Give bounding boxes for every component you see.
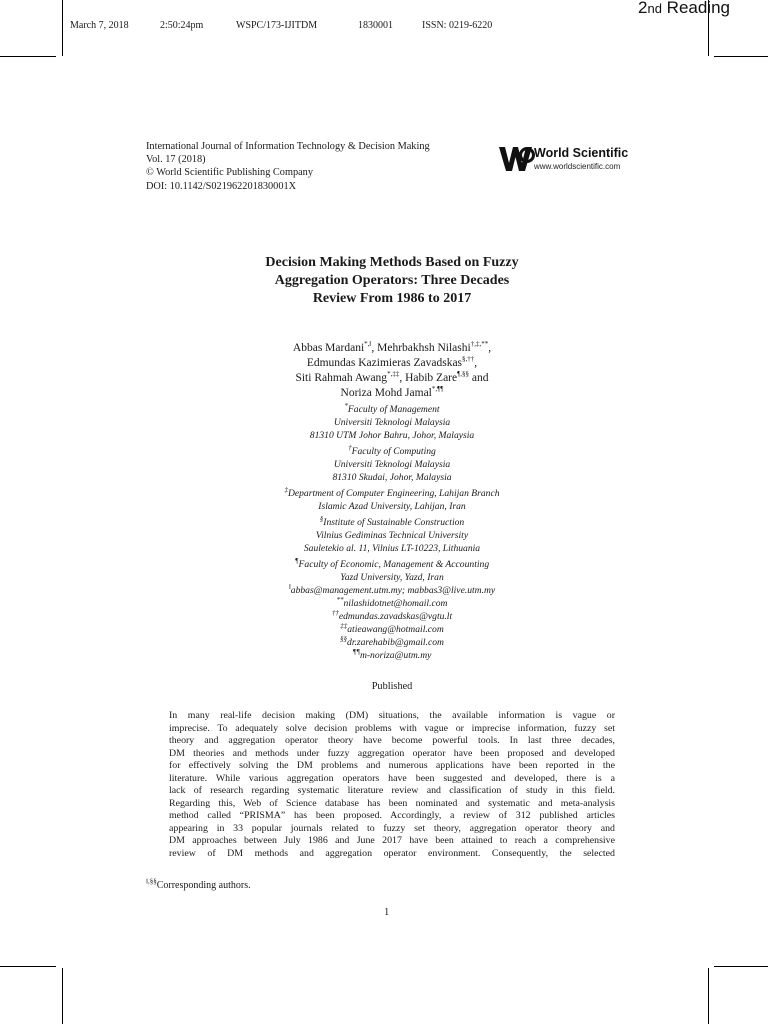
footnote-mark: ‖,§§ — [146, 877, 157, 886]
email-address[interactable]: abbas@management.utm.my; mabbas3@live.utm.my — [290, 585, 496, 596]
author-name: Noriza Mohd Jamal — [340, 387, 432, 399]
author-line — [168, 386, 616, 401]
abstract-line: Regarding this, Web of Science database has been nominated and systematic and meta-analysis — [169, 797, 615, 809]
affiliation-line: Sauletekio al. 11, Vilnius LT-10223, Lithuania — [303, 543, 481, 554]
affiliation-list — [168, 403, 616, 662]
author-separator: , — [488, 342, 492, 354]
affiliation-mark: * — [344, 401, 348, 410]
email-mark: §§ — [340, 634, 348, 643]
crop-mark-bottom-right-h — [714, 966, 768, 967]
abstract-line: theory and aggregation operator theory have become powerful tools. In last three decades, — [169, 735, 615, 746]
affiliation-line: Faculty of Computing — [351, 446, 436, 457]
affiliation-line: Institute of Sustainable Construction — [323, 517, 465, 528]
abstract-line: appearing in 33 popular journals related to fuzzy set theory, aggregation operator theory and — [169, 822, 615, 834]
author-line — [168, 356, 616, 371]
author-list — [168, 341, 616, 401]
affiliation-line: Vilnius Gediminas Technical University — [315, 530, 469, 541]
email-address[interactable]: edmundas.zavadskas@vgtu.lt — [338, 611, 453, 622]
author-mark: §,†† — [462, 355, 475, 364]
email-mark: ¶¶ — [352, 647, 360, 656]
affiliation-line: Universiti Teknologi Malaysia — [333, 417, 451, 428]
author-separator: , — [474, 357, 478, 369]
reading-suffix: nd — [647, 1, 662, 16]
author-mark: ¶,§§ — [457, 370, 470, 379]
affiliation-mark: † — [348, 443, 352, 452]
abstract-line: review of DM methods and aggregation operator environment. Consequently, the selected — [169, 847, 615, 859]
journal-info — [146, 140, 430, 193]
affiliation-line: Faculty of Management — [347, 404, 440, 415]
logo-wordmark: World Scientific — [534, 146, 629, 160]
affiliation-line: Yazd University, Yazd, Iran — [340, 572, 444, 583]
journal-volume: Vol. 17 (2018) — [146, 154, 206, 166]
abstract-line: literature. While various aggregation operators have been suggested and developed, there is a — [169, 772, 615, 784]
crop-mark-top-left — [62, 0, 63, 56]
affiliation-mark: ‡ — [284, 485, 288, 494]
reading-stage — [638, 0, 730, 18]
page-number: 1 — [384, 907, 390, 918]
email-address[interactable]: dr.zarehabib@gmail.com — [347, 637, 444, 648]
journal-doi: DOI: 10.1142/S021962201830001X — [146, 180, 297, 192]
author-mark: *,¶¶ — [431, 385, 444, 394]
footnote — [146, 877, 251, 891]
author-separator: and — [469, 372, 489, 384]
author-name: , Habib Zare — [399, 372, 458, 384]
footnote-text: Corresponding authors. — [156, 880, 251, 891]
author-mark: †,‡,** — [470, 340, 489, 349]
abstract-line: lack of research regarding systematic literature review and classification of study in this field. — [169, 785, 615, 796]
title-line: Decision Making Methods Based on Fuzzy — [265, 255, 519, 270]
affiliation — [168, 516, 616, 555]
email-mark: ** — [336, 595, 344, 604]
author-name: , Mehrbakhsh Nilashi — [371, 342, 471, 354]
email-mark: †† — [331, 608, 339, 617]
published-label: Published — [371, 681, 413, 692]
email-list — [168, 584, 616, 662]
affiliation-line: 81310 Skudai, Johor, Malaysia — [332, 472, 452, 483]
reading-word: Reading — [661, 0, 730, 17]
journal-copyright: © World Scientific Publishing Company — [146, 167, 313, 179]
abstract-line: DM theories and methods under fuzzy aggregation operator have been proposed and developed — [169, 747, 615, 759]
email-mark: ‖ — [288, 582, 291, 591]
author-mark: *,‖ — [364, 340, 372, 349]
email-address[interactable]: atieawang@hotmail.com — [347, 624, 444, 635]
affiliation — [168, 445, 616, 484]
header-time: 2:50:24pm — [160, 20, 204, 31]
affiliation — [168, 403, 616, 442]
email-address[interactable]: m-noriza@utm.my — [359, 650, 432, 661]
affiliation-line: Islamic Azad University, Lahijan, Iran — [318, 501, 466, 512]
journal-name: International Journal of Information Technology & Decision Making — [146, 141, 430, 152]
logo-url: www.worldscientific.com — [534, 162, 621, 171]
affiliation-line: Faculty of Economic, Management & Accounting — [298, 559, 490, 570]
affiliation-mark: § — [319, 514, 324, 523]
abstract-line: method called “PRISMA” has been proposed. Accordingly, a review of 312 published articles — [169, 810, 615, 821]
header-code: WSPC/173-IJITDM — [236, 20, 318, 31]
author-line — [168, 341, 616, 356]
reading-number: 2 — [638, 0, 648, 17]
affiliation-line: Universiti Teknologi Malaysia — [333, 459, 451, 470]
author-name: Edmundas Kazimieras Zavadskas — [306, 357, 463, 369]
crop-mark-bottom-right — [708, 968, 709, 1024]
header-date: March 7, 2018 — [70, 20, 129, 31]
header-article-id: 1830001 — [358, 20, 393, 31]
email-mark: ‡‡ — [340, 621, 348, 630]
paper-title — [168, 254, 616, 308]
author-line — [168, 371, 616, 386]
affiliation — [168, 558, 616, 584]
title-line: Review From 1986 to 2017 — [312, 291, 472, 306]
crop-mark-top-left-h — [0, 56, 56, 57]
abstract-line: In many real-life decision making (DM) situations, the available information is vague or — [169, 710, 615, 721]
crop-mark-top-right-h — [714, 56, 768, 57]
author-name: Siti Rahmah Awang — [295, 372, 388, 384]
abstract — [169, 710, 615, 860]
title-line: Aggregation Operators: Three Decades — [274, 273, 510, 288]
header-issn: ISSN: 0219-6220 — [422, 20, 493, 31]
affiliation — [168, 487, 616, 513]
abstract-line: for effectively solving the DM problems and numerous applications have been reported in the — [169, 760, 615, 771]
author-mark: *,‡‡ — [387, 370, 400, 379]
abstract-line: imprecise. To adequately solve decision problems with vague or imprecise information, fuzzy set — [169, 722, 615, 734]
author-name: Abbas Mardani — [292, 342, 365, 354]
crop-mark-bottom-left — [62, 968, 63, 1024]
affiliation-line: 81310 UTM Johor Bahru, Johor, Malaysia — [309, 430, 475, 441]
affiliation-line: Department of Computer Engineering, Lahijan Branch — [287, 488, 500, 499]
crop-mark-bottom-left-h — [0, 966, 56, 967]
abstract-line: DM approaches between July 1986 and June 2017 have been attained to reach a comprehensive — [169, 835, 615, 846]
affiliation-mark: ¶ — [294, 556, 299, 565]
email-address[interactable]: nilashidotnet@homail.com — [343, 598, 448, 609]
